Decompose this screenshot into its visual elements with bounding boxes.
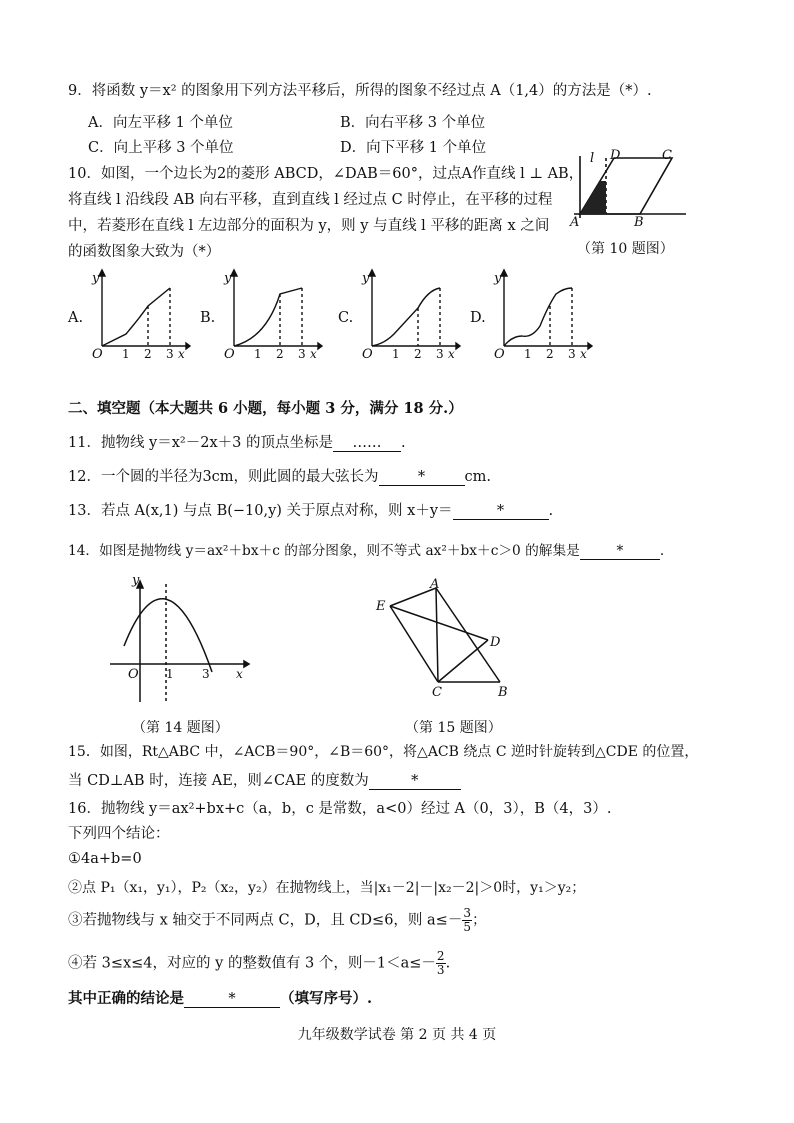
- q16-c4-text: ④若 3≤x≤4，对应的 y 的整数值有 3 个，则－1＜a≤－: [68, 955, 436, 972]
- q14-figure-tick-3: 3: [202, 667, 210, 681]
- q10-figure-label-l: l: [590, 151, 595, 166]
- q10-graph-d-y: y: [494, 271, 502, 286]
- q16-blank[interactable]: *: [184, 991, 280, 1008]
- q10-graph-label-d: D.: [470, 310, 486, 326]
- q10-graph-d-tick-1: 1: [524, 347, 532, 361]
- q15-text: 当 CD⊥AB 时，连接 AE，则∠CAE 的度数为: [68, 773, 369, 789]
- q10-graph-label-b: B.: [200, 310, 216, 326]
- q14-figure-x: x: [236, 667, 243, 681]
- q10-graph-c-origin: O: [362, 347, 373, 362]
- q9-option-b: B．向右平移 3 个单位: [340, 115, 486, 131]
- q16-c3-post: ；: [471, 912, 487, 929]
- q16-intro: 下列四个结论：: [68, 826, 170, 842]
- q10-graph-a: [90, 268, 190, 360]
- q14-figure-caption: （第 14 题图）: [132, 720, 229, 736]
- q14-figure-y: y: [132, 573, 140, 588]
- q13-text: 13．若点 A(x,1) 与点 B(−10,y) 关于原点对称，则 x＋y＝: [68, 503, 453, 519]
- q14: [68, 540, 664, 562]
- q10-graph-b-tick-1: 1: [254, 347, 262, 361]
- q10-graph-c-tick-1: 1: [392, 347, 400, 361]
- q10-graph-d-tick-3: 3: [568, 347, 576, 361]
- q10-figure-label-d: D: [610, 148, 621, 163]
- q16-stem: 16．抛物线 y＝ax²+bx+c（a，b，c 是常数，a<0）经过 A（0，3），B（4，3）.: [68, 801, 612, 817]
- q12-text: 12．一个圆的半径为3cm，则此圆的最大弦长为: [68, 469, 379, 485]
- q10-graph-d-origin: O: [494, 347, 505, 362]
- q10-line-4: 的函数图象大致为（*）: [68, 244, 221, 260]
- q12-post: cm.: [464, 469, 492, 485]
- q16-c3-text: ③若抛物线与 x 轴交于不同两点 C，D，且 CD≤6，则 a≤－: [68, 912, 463, 929]
- q14-blank[interactable]: *: [580, 543, 660, 560]
- q10-graph-a-tick-2: 2: [144, 347, 152, 361]
- q13-post: .: [548, 503, 554, 519]
- q15-figure-label-e: E: [376, 599, 386, 614]
- q16-conclusion-1: ①4a+b=0: [68, 851, 142, 867]
- q10-graph-a-tick-3: 3: [166, 347, 174, 361]
- q14-figure-origin: O: [128, 667, 139, 682]
- q10-graph-b-tick-2: 2: [276, 347, 284, 361]
- q11: [68, 432, 406, 454]
- q10-graph-c: [360, 268, 460, 360]
- q9-option-a: A．向左平移 1 个单位: [88, 115, 233, 131]
- q16-conclusion-4: [68, 950, 450, 977]
- q10-graph-a-tick-1: 1: [122, 347, 130, 361]
- q10-graph-b-y: y: [224, 271, 232, 286]
- q10-figure-label-c: C: [662, 148, 672, 163]
- q15-figure: [370, 578, 520, 700]
- q16-answer-text: 其中正确的结论是: [68, 990, 184, 1007]
- q16-conclusion-3: [68, 907, 486, 934]
- q14-figure-tick-1: 1: [166, 667, 174, 681]
- q15-figure-label-d: D: [490, 635, 501, 650]
- q16-c3-fraction: $\frac{3}{5}$: [463, 906, 471, 934]
- q12-blank[interactable]: *: [379, 469, 465, 486]
- q16-answer-post: （填写序号）.: [280, 990, 373, 1007]
- q9-option-d: D．向下平移 1 个单位: [340, 140, 487, 156]
- q10-graph-label-a: A.: [68, 310, 84, 326]
- q10-graph-d-tick-2: 2: [546, 347, 554, 361]
- q15-line-2: [68, 770, 461, 792]
- q15-figure-caption: （第 15 题图）: [405, 720, 502, 736]
- q16-answer: [68, 988, 372, 1010]
- q10-line-1: 10．如图，一个边长为2的菱形 ABCD，∠DAB＝60°，过点A作直线 l ⊥ AB，: [68, 166, 584, 182]
- q10-line-3: 中，若菱形在直线 l 左边部分的面积为 y，则 y 与直线 l 平移的距离 x 之间: [68, 218, 550, 234]
- q10-figure-label-a: A: [570, 215, 580, 230]
- q10-graph-b-origin: O: [224, 347, 235, 362]
- q14-text: 14．如图是抛物线 y＝ax²＋bx＋c 的部分图象，则不等式 ax²＋bx＋c＞0 的解集是: [68, 543, 580, 559]
- q11-blank[interactable]: ……: [333, 435, 401, 452]
- q10-graph-c-tick-3: 3: [436, 347, 444, 361]
- q15-figure-label-c: C: [432, 685, 442, 700]
- q10-graph-b-tick-3: 3: [298, 347, 306, 361]
- q15-figure-label-b: B: [498, 685, 508, 700]
- q14-figure: [110, 574, 260, 706]
- q10-graph-a-x: x: [178, 347, 185, 361]
- q15-line-1: 15．如图，Rt△ABC 中，∠ACB＝90°，∠B＝60°，将△ACB 绕点 C 逆时针旋转到△CDE 的位置，: [68, 744, 699, 760]
- q11-post: .: [400, 435, 406, 451]
- q10-line-2: 将直线 l 沿线段 AB 向右平移，直到直线 l 经过点 C 时停止，在平移的过程: [68, 192, 553, 208]
- q10-graph-c-tick-2: 2: [414, 347, 422, 361]
- q10-graph-d: [492, 268, 592, 360]
- q10-figure-caption: （第 10 题图）: [577, 241, 674, 257]
- q16-conclusion-2: ②点 P₁（x₁，y₁），P₂（x₂，y₂）在抛物线上，当|x₁－2|－|x₂－2|＞0时，y₁＞y₂；: [68, 880, 586, 896]
- q10-graph-c-x: x: [448, 347, 455, 361]
- q10-figure-label-b: B: [634, 215, 644, 230]
- q10-graph-a-origin: O: [92, 347, 103, 362]
- q14-post: .: [659, 543, 665, 559]
- page-footer: 九年级数学试卷 第 2 页 共 4 页: [297, 1027, 497, 1043]
- q12: [68, 466, 491, 488]
- q15-blank[interactable]: *: [369, 773, 461, 790]
- q15-figure-label-a: A: [430, 577, 440, 592]
- q10-graph-b: [222, 268, 322, 360]
- q10-graph-b-x: x: [310, 347, 317, 361]
- q16-c4-post: .: [445, 955, 451, 972]
- section-2-title: 二、填空题（本大题共 6 小题，每小题 3 分，满分 18 分.）: [68, 400, 463, 417]
- q9-option-c: C．向上平移 3 个单位: [88, 140, 234, 156]
- q10-graph-a-y: y: [92, 271, 100, 286]
- q10-figure: [570, 148, 690, 228]
- q11-text: 11．抛物线 y＝x²－2x＋3 的顶点坐标是: [68, 435, 333, 451]
- q10-graph-d-x: x: [580, 347, 587, 361]
- q10-graph-label-c: C.: [338, 310, 354, 326]
- q9-stem: 9．将函数 y＝x² 的图象用下列方法平移后，所得的图象不经过点 A（1,4）的方法是（*）.: [68, 83, 652, 99]
- q13: [68, 500, 553, 522]
- q16-c4-fraction: $\frac{2}{3}$: [436, 949, 445, 977]
- q10-graph-c-y: y: [362, 271, 370, 286]
- q13-blank[interactable]: *: [453, 503, 549, 520]
